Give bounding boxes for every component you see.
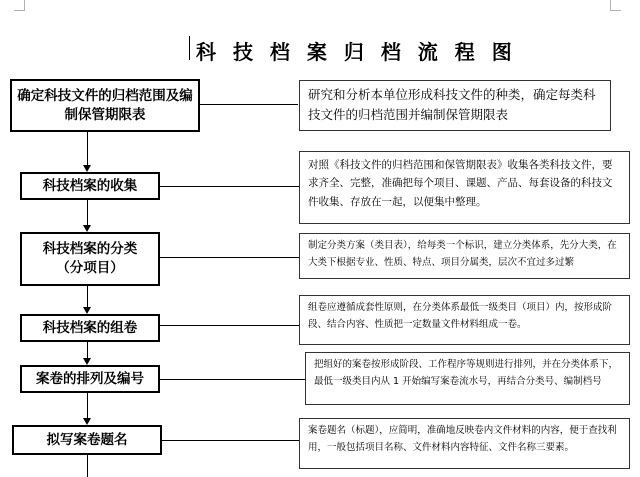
step-desc-title-drafting: 案卷题名（标题），应简明，准确地反映卷内文件材料的内容，便于查找利用，一般包括项目名称、文件材料内容特征、文件名称三要素。 — [299, 418, 630, 469]
connector-line — [200, 104, 298, 105]
flow-arrowhead — [83, 225, 91, 232]
step-box-classification: 科技档案的分类（分项目） — [20, 232, 160, 286]
page-corner-mark-right — [610, 0, 621, 11]
step-desc-ordering: 把组好的案卷按形成阶段、工作程序等规则进行排列，并在分类体系下，最低一级类目内从 1 开始编写案卷流水号，再结合分类号、编制档号 — [305, 352, 630, 405]
step-box-archive-scope: 确定科技文件的归档范围及编制保管期限表 — [10, 79, 200, 132]
step-desc-classification: 制定分类方案（类目表），给每类一个标识，建立分类体系，先分大类，在大类下根据专业、性质、特点、项目分属类，层次不宜过多过繁 — [299, 233, 630, 279]
flow-arrowhead — [83, 307, 91, 314]
text-cursor — [189, 36, 190, 60]
connector-line — [160, 379, 305, 380]
step-desc-collection: 对照《科技文件的归档范围和保管期限表》收集各类科技文件，要求齐全、完整，准确把每个项目、课题、产品、每套设备的科技文件收集、存放在一起，以便集中整理。 — [299, 151, 630, 224]
step-box-ordering: 案卷的排列及编号 — [20, 365, 160, 393]
page-corner-mark-left — [14, 0, 25, 11]
step-desc-filing: 组卷应遵循成套性原则，在分类体系最低一级类目（项目）内，按形成阶段、结合内容、性质把一定数量文件材料组成一卷。 — [299, 295, 630, 345]
flow-arrow-line — [87, 286, 88, 308]
flow-arrow-line — [87, 455, 88, 477]
connector-line — [162, 440, 299, 441]
flow-arrowhead — [83, 418, 91, 425]
flow-arrow-line — [87, 393, 88, 419]
connector-line — [160, 186, 299, 187]
connector-line — [160, 325, 299, 326]
flow-arrowhead — [83, 165, 91, 172]
page-title: 科 技 档 案 归 档 流 程 图 — [196, 40, 517, 64]
flow-arrow-line — [87, 132, 88, 166]
step-box-collection: 科技档案的收集 — [20, 172, 160, 200]
flow-arrowhead — [83, 358, 91, 365]
flow-arrow-line — [87, 342, 88, 359]
step-desc-archive-scope: 研究和分析本单位形成科技文件的种类，确定每类科技文件的归档范围并编制保管期限表 — [299, 80, 611, 131]
flow-arrow-line — [87, 200, 88, 226]
connector-line — [160, 257, 299, 258]
step-box-filing: 科技档案的组卷 — [20, 314, 160, 342]
step-box-title-drafting: 拟写案卷题名 — [12, 425, 162, 455]
